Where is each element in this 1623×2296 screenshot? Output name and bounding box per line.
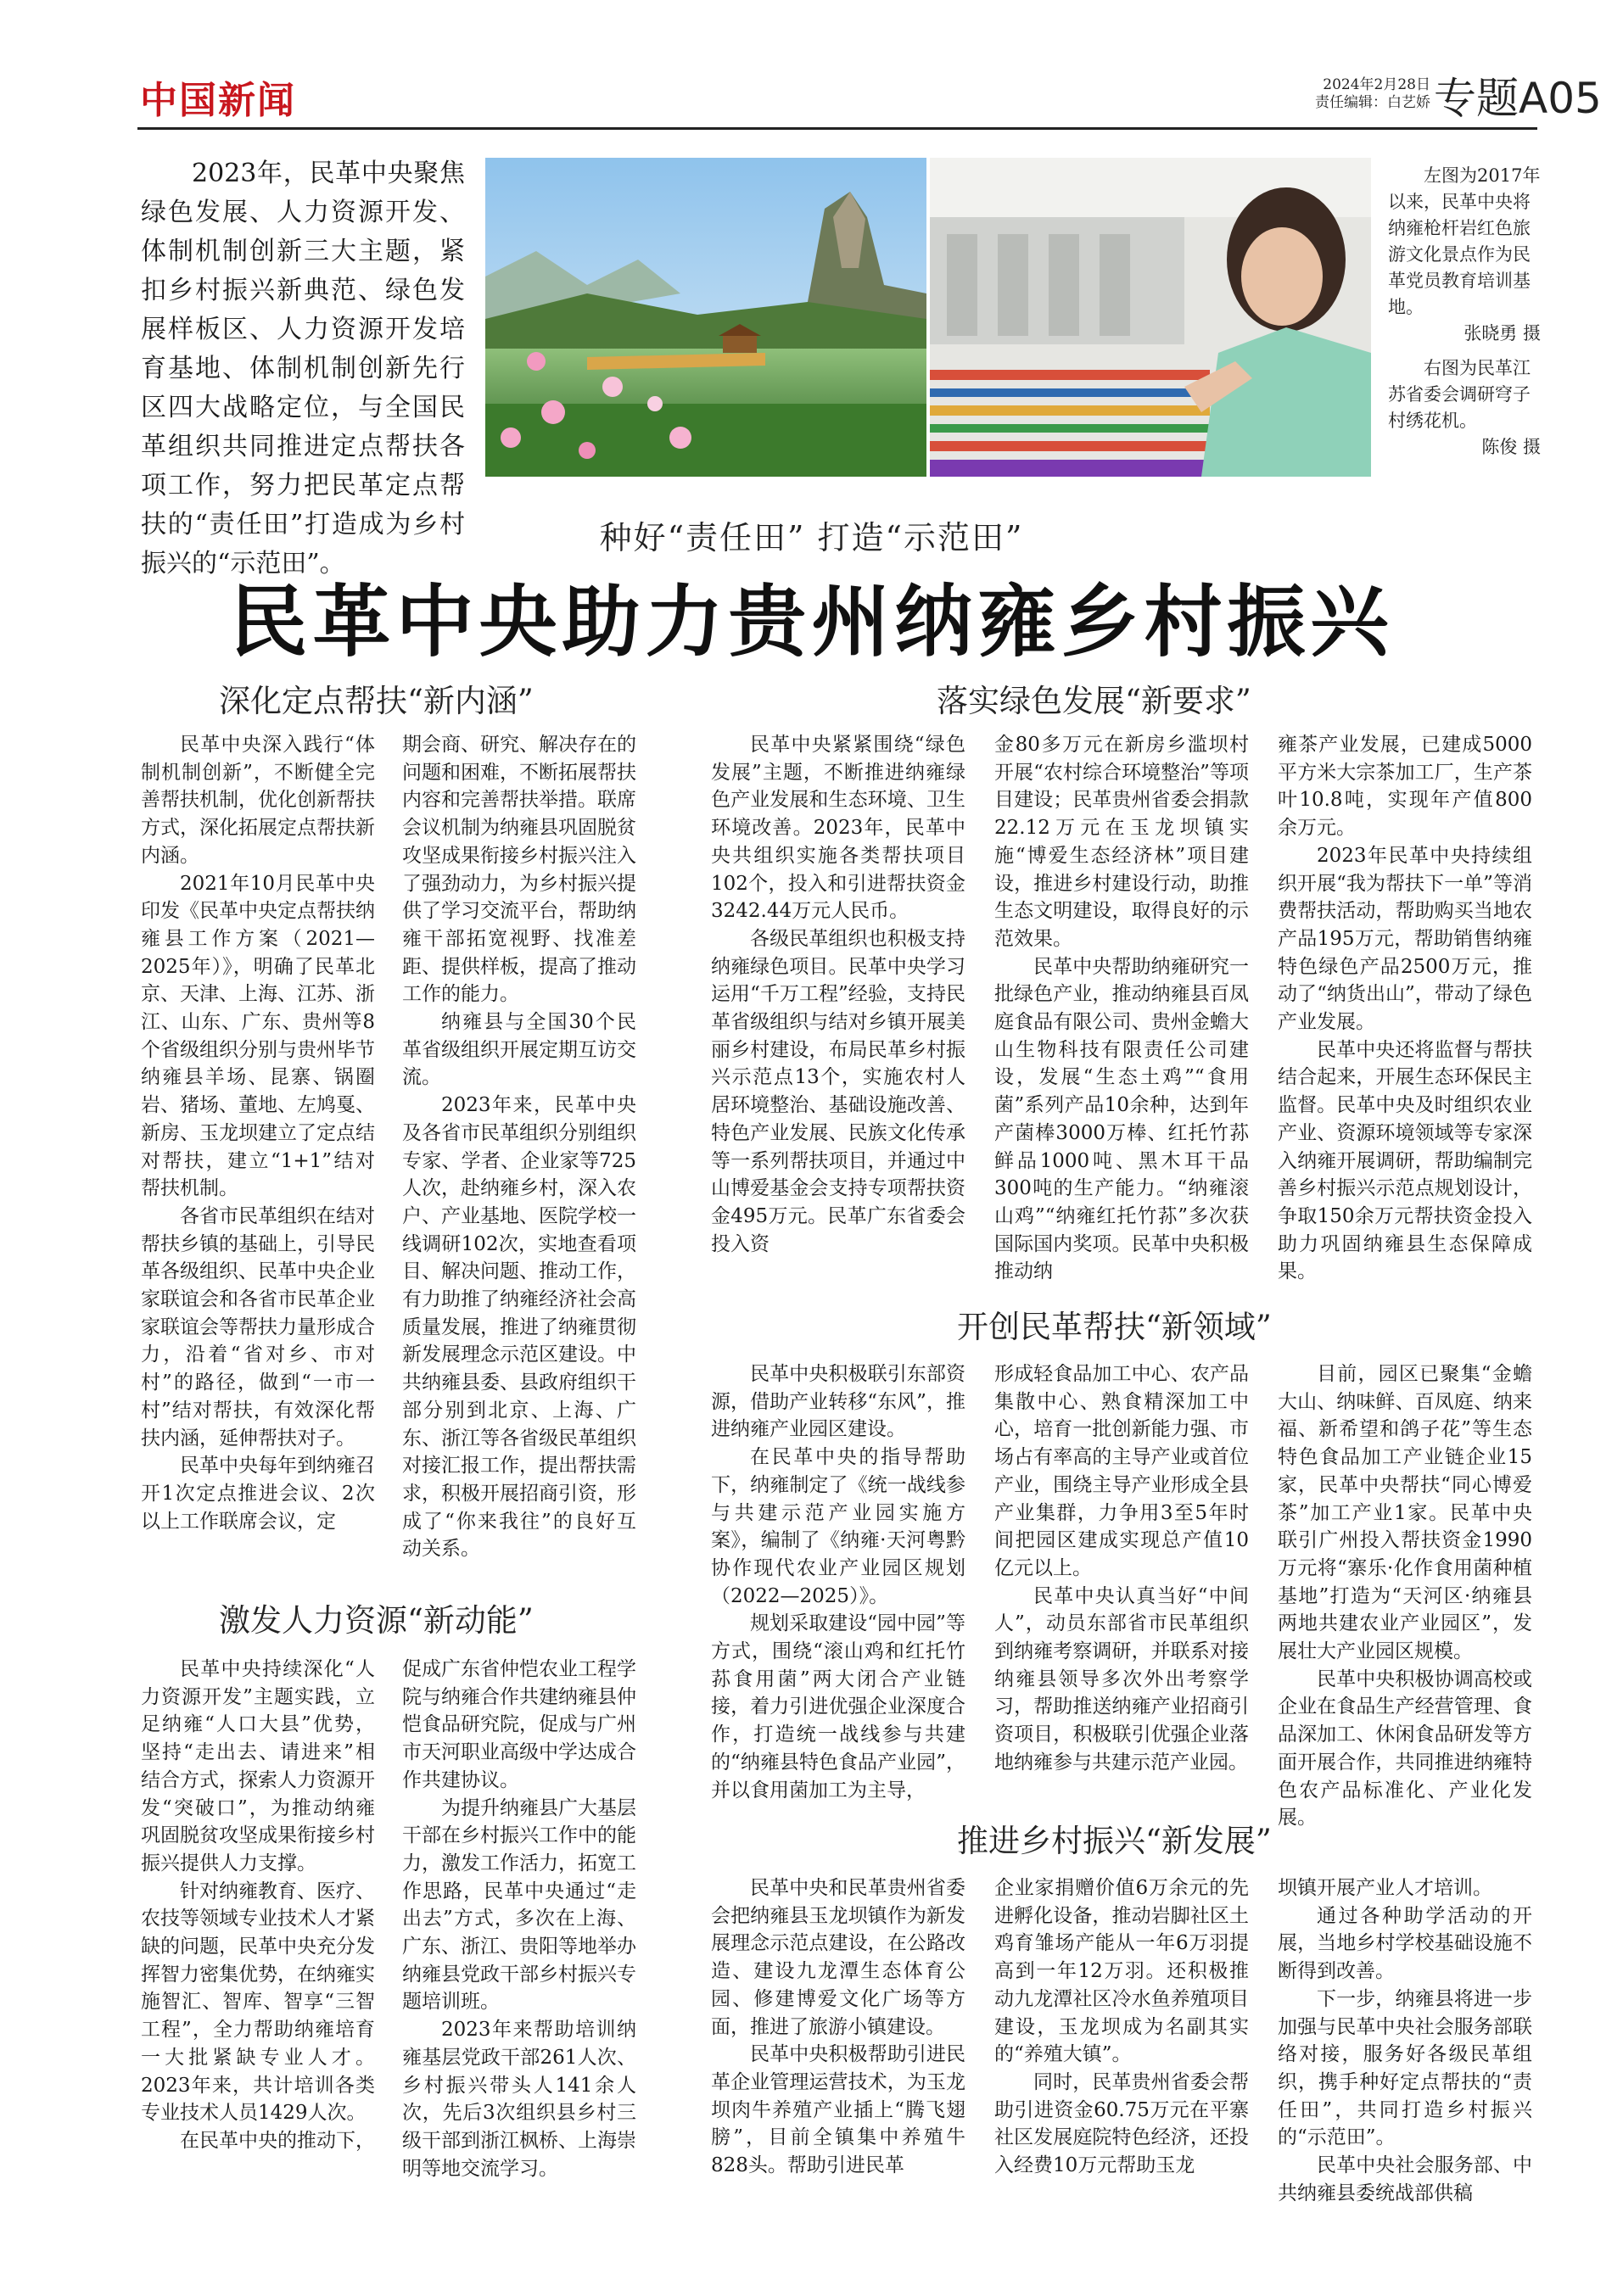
header-divider: [137, 127, 1537, 130]
paragraph: 民革中央积极协调高校或企业在食品生产经营管理、食品深加工、休闲食品研发等方面开展合作，共同推进纳雍特色农产品标准化、产业化发展。: [1278, 1668, 1532, 1830]
paragraph: 各省市民革组织在结对帮扶乡镇的基础上，引导民革各级组织、民革中央企业家联谊会和各省市民革企业家联谊会等帮扶力量形成合力，沿着“省对乡、市对村”的路径，做到“一市一村”结对帮扶，有效深化帮扶内涵，延伸帮扶对子。: [141, 1204, 375, 1450]
paragraph: 民革中央还将监督与帮扶结合起来，开展生态环保民主监督。民革中央及时组织农业产业、资源环境领域等专家深入纳雍开展调研，帮助编制完善乡村振兴示范点规划设计，争取150余万元帮扶资金投入助力巩固纳雍县生态保障成果。: [1278, 1038, 1532, 1283]
photo-embroidery-machine: [930, 158, 1371, 477]
section-title-deepen-assistance: 深化定点帮扶“新内涵”: [219, 683, 534, 719]
paragraph: 目前，园区已聚集“金蟾大山、纳味鲜、百凤庭、纳来福、新希望和鸽子花”等生态特色食品加工产业链企业15家，民革中央帮扶“同心博爱茶”加工产业1家。民革中央联引广州投入帮扶资金1990万元将“寨乐·化作食用菌种植基地”打造为“天河区·纳雍县两地共建农业产业园区”，发展壮大产业园区规模。: [1278, 1363, 1532, 1663]
section-title-human-resources: 激发人力资源“新动能”: [219, 1602, 534, 1639]
paragraph: 雍茶产业发展，已建成5000平方米大宗茶加工厂，生产茶叶10.8吨，实现年产值800余万元。: [1278, 734, 1532, 840]
paragraph: 坝镇开展产业人才培训。: [1278, 1877, 1492, 1899]
section4-column1: [711, 1360, 965, 1804]
paragraph: 民革中央社会服务部、中共纳雍县委统战部供稿: [1278, 2154, 1532, 2204]
paragraph: 民革中央每年到纳雍召开1次定点推进会议、2次以上工作联席会议，定: [141, 1455, 375, 1533]
section1-column1: [141, 731, 375, 1535]
section3-column2: [994, 731, 1249, 1286]
paragraph: 民革中央紧紧围绕“绿色发展”主题，不断推进纳雍绿色产业发展和生态环境、卫生环境改善。2023年，民革中央共组织实施各类帮扶项目102个，投入和引进帮扶资金3242.44万元人民币。: [711, 734, 965, 923]
paragraph: 针对纳雍教育、医疗、农技等领域专业技术人才紧缺的问题，民革中央充分发挥智力密集优势，在纳雍实施智汇、智库、智享“三智工程”，全力帮助纳雍培育一大批紧缺专业人才。2023年来，共计培训各类专业技术人员1429人次。: [141, 1880, 375, 2125]
section5-column3: [1278, 1874, 1532, 2207]
paragraph: 民革中央积极帮助引进民革企业管理运营技术，为玉龙坝肉牛养殖产业插上“腾飞翅膀”，目前全镇集中养殖牛828头。帮助引进民革: [711, 2043, 965, 2177]
embroidery-illustration: [930, 158, 1371, 477]
masthead-logo: 中国新闻: [140, 79, 296, 122]
paragraph: 通过各种助学活动的开展，当地乡村学校基础设施不断得到改善。: [1278, 1904, 1532, 1983]
paragraph: 下一步，纳雍县将进一步加强与民革中央社会服务部联络对接，服务好各级民革组织，携手种好定点帮扶的“责任田”，共同打造乡村振兴的“示范田”。: [1278, 1987, 1532, 2149]
section5-column2: [994, 1874, 1249, 2180]
paragraph: 民革中央深入践行“体制机制创新”，不断健全完善帮扶机制，优化创新帮扶方式，深化拓展定点帮扶新内涵。: [141, 734, 375, 867]
article-headline: 民革中央助力贵州纳雍乡村振兴: [229, 576, 1394, 668]
header-info: [1269, 76, 1430, 112]
paragraph: 促成广东省仲恺农业工程学院与纳雍合作共建纳雍县仲恺食品研究院，促成与广州市天河职业高级中学达成合作共建协议。: [402, 1658, 636, 1791]
paragraph: 同时，民革贵州省委会帮助引进资金60.75万元在平寨社区发展庭院特色经济，还投入经费10万元帮助玉龙: [994, 2070, 1249, 2177]
section3-column3: [1278, 731, 1532, 1286]
paragraph: 金80多万元在新房乡滥坝村开展“农村综合环境整治”等项目建设；民革贵州省委会捐款22.12万元在玉龙坝镇实施“博爱生态经济林”项目建设，推进乡村建设行动，助推生态文明建设，取得良好的示范效果。: [994, 734, 1249, 950]
paragraph: 民革中央积极联引东部资源，借助产业转移“东风”，推进纳雍产业园区建设。: [711, 1363, 965, 1441]
paragraph: 2023年来帮助培训纳雍基层党政干部261人次、乡村振兴带头人141余人次，先后3次组织县乡村三级干部到浙江枫桥、上海崇明等地交流学习。: [402, 2019, 636, 2180]
paragraph: 2021年10月民革中央印发《民革中央定点帮扶纳雍县工作方案（2021—2025年）》，明确了民革北京、天津、上海、江苏、浙江、山东、广东、贵州等8个省级组织分别与贵州毕节纳雍县羊场、昆寨、锅圈岩、猪场、董地、左鸠戛、新房、玉龙坝建立了定点结对帮扶，建立“1+1”结对帮扶机制。: [141, 872, 375, 1200]
section4-column2: [994, 1360, 1249, 1777]
paragraph: 为提升纳雍县广大基层干部在乡村振兴工作中的能力，激发工作活力，拓宽工作思路，民革中央通过“走出去”方式，多次在上海、广东、浙江、贵阳等地举办纳雍县党政干部乡村振兴专题培训班。: [402, 1796, 636, 2014]
paragraph: 纳雍县与全国30个民革省级组织开展定期互访交流。: [402, 1011, 636, 1089]
editor-credit: 责任编辑：白艺娇: [1315, 94, 1430, 111]
paragraph: 民革中央和民革贵州省委会把纳雍县玉龙坝镇作为新发展理念示范点建设，在公路改造、建设九龙潭生态体育公园、修建博爱文化广场等方面，推进了旅游小镇建设。: [711, 1877, 965, 2038]
page-section-label: 专题A05: [1434, 74, 1602, 123]
section2-column2: [402, 1656, 636, 2182]
paragraph: 民革中央认真当好“中间人”，动员东部省市民革组织到纳雍考察调研，并联系对接纳雍县领导多次外出考察学习，帮助推送纳雍产业招商引资项目，积极联引优强企业落地纳雍参与共建示范产业园。: [994, 1584, 1249, 1774]
intro-text: 2023年，民革中央聚焦绿色发展、人力资源开发、体制机制创新三大主题，紧扣乡村振兴新典范、绿色发展样板区、人力资源开发培育基地、体制机制创新先行区四大战略定位，与全国民革组织共同推进定点帮扶各项工作，努力把民革定点帮扶的“责任田”打造成为乡村振兴的“示范田”。: [141, 159, 465, 578]
section2-column1: [141, 1656, 375, 2155]
section-title-green-development: 落实绿色发展“新要求”: [937, 683, 1251, 719]
section1-column2: [402, 731, 636, 1563]
paragraph: 企业家捐赠价值6万余元的先进孵化设备，推动岩脚社区土鸡育雏场产能从一年6万羽提高到一年12万羽。还积极推动九龙潭社区冷水鱼养殖项目建设，玉龙坝成为名副其实的“养殖大镇”。: [994, 1877, 1249, 2066]
caption-right: 右图为民革江苏省委会调研穹子村绣花机。 陈俊 摄: [1388, 355, 1541, 461]
paragraph: 在民革中央的推动下，: [180, 2129, 375, 2152]
paragraph: 形成轻食品加工中心、农产品集散中心、熟食精深加工中心，培育一批创新能力强、市场占有率高的主导产业或首位产业，围绕主导产业形成全县产业集群，力争用3至5年时间把园区建成实现总产值10亿元以上。: [994, 1363, 1249, 1579]
landscape-illustration: [485, 158, 926, 477]
paragraph: 2023年民革中央持续组织开展“我为帮扶下一单”等消费帮扶活动，帮助购买当地农产品195万元，帮助销售纳雍特色绿色产品2500万元，推动了“纳货出山”，带动了绿色产业发展。: [1278, 844, 1532, 1034]
caption-right-credit: 陈俊 摄: [1481, 437, 1541, 457]
issue-date: 2024年2月28日: [1323, 76, 1430, 93]
section4-column3: [1278, 1360, 1532, 1832]
paragraph: 民革中央帮助纳雍研究一批绿色产业，推动纳雍县百凤庭食品有限公司、贵州金蟾大山生物科技有限责任公司建设，发展“生态土鸡”“食用菌”系列产品10余种，达到年产菌棒3000万棒、红托竹荪鲜品1000吨、黑木耳干品300吨的生产能力。“纳雍滚山鸡”“纳雍红托竹荪”多次获国际国内奖项。民革中央积极推动纳: [994, 955, 1249, 1283]
paragraph: 民革中央持续深化“人力资源开发”主题实践，立足纳雍“人口大县”优势，坚持“走出去、请进来”相结合方式，探索人力资源开发“突破口”，为推动纳雍巩固脱贫攻坚成果衔接乡村振兴提供人力支撑。: [141, 1658, 375, 1874]
section-title-rural-revitalization: 推进乡村振兴“新发展”: [957, 1823, 1272, 1859]
paragraph: 各级民革组织也积极支持纳雍绿色项目。民革中央学习运用“千万工程”经验，支持民革省级组织与结对乡镇开展美丽乡村建设，布局民革乡村振兴示范点13个，实施农村人居环境整治、基础设施改善、特色产业发展、民族文化传承等一系列帮扶项目，并通过中山博爱基金会支持专项帮扶资金495万元。民革广东省委会投入资: [711, 927, 965, 1255]
section-title-new-fields: 开创民革帮扶“新领域”: [957, 1309, 1272, 1345]
paragraph: 规划采取建设“园中园”等方式，围绕“滚山鸡和红托竹荪食用菌”两大闭合产业链接，着力引进优强企业深度合作，打造统一战线参与共建的“纳雍县特色食品产业园”，并以食用菌加工为主导，: [711, 1612, 965, 1802]
section3-column1: [711, 731, 965, 1258]
paragraph: 2023年来，民革中央及各省市民革组织分别组织专家、学者、企业家等725人次，赴纳雍乡村，深入农户、产业基地、医院学校一线调研102次，实地查看项目、解决问题、推动工作，有力助推了纳雍经济社会高质量发展，推进了纳雍贯彻新发展理念示范区建设。中共纳雍县委、县政府组织干部分别到北京、上海、广东、浙江等各省级民革组织对接汇报工作，提出帮扶需求，积极开展招商引资，形成了“你来我往”的良好互动关系。: [402, 1094, 636, 1561]
section5-column1: [711, 1874, 965, 2180]
caption-left-credit: 张晓勇 摄: [1463, 323, 1541, 344]
caption-left: 左图为2017年以来，民革中央将纳雍枪杆岩红色旅游文化景点作为民革党员教育培训基地。 张晓勇 摄: [1388, 163, 1541, 347]
photo-karst-landscape: [485, 158, 926, 477]
article-subheadline: 种好“责任田” 打造“示范田”: [599, 519, 1024, 556]
paragraph: 期会商、研究、解决存在的问题和困难，不断拓展帮扶内容和完善帮扶举措。联席会议机制为纳雍县巩固脱贫攻坚成果衔接乡村振兴注入了强劲动力，为乡村振兴提供了学习交流平台，帮助纳雍干部拓宽视野、找准差距、提供样板，提高了推动工作的能力。: [402, 734, 636, 1006]
photo-captions: [1388, 163, 1541, 469]
paragraph: 在民革中央的指导帮助下，纳雍制定了《统一战线参与共建示范产业园实施方案》，编制了《纳雍·天河粤黔协作现代农业产业园区规划（2022—2025）》。: [711, 1446, 965, 1607]
